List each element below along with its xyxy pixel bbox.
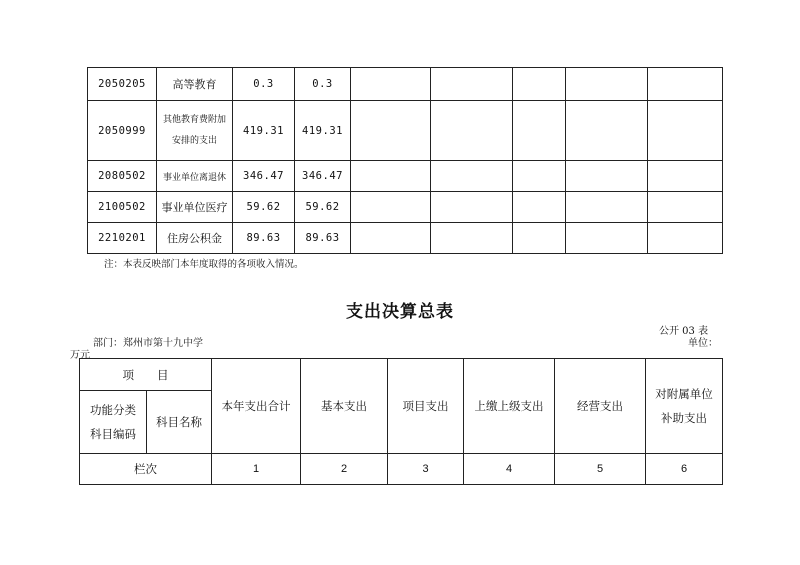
value-cell: 0.3 [233,68,295,101]
header-row [80,359,723,391]
column-header-text: 对附属单位补助支出 [655,387,713,425]
page-title: 支出决算总表 [346,302,454,322]
subject-code: 2050205 [88,68,157,101]
column-number: 2 [301,454,388,485]
subject-name: 事业单位离退休 [157,161,233,192]
column-number: 6 [646,454,723,485]
column-header: 本年支出合计 [212,359,301,454]
empty-cell [431,68,513,101]
department-label: 部门：郑州市第十九中学 [93,338,203,349]
column-header [646,359,723,454]
column-header: 基本支出 [301,359,388,454]
empty-cell [566,223,648,254]
empty-cell [566,192,648,223]
empty-cell [431,101,513,161]
function-class-header [80,391,147,454]
value-cell: 89.63 [295,223,351,254]
project-header: 项 目 [80,359,212,391]
subject-code: 2080502 [88,161,157,192]
column-number-row [80,454,723,485]
table-note: 注：本表反映部门本年度取得的各项收入情况。 [104,259,304,270]
empty-cell [648,101,723,161]
empty-cell [648,68,723,101]
empty-cell [566,101,648,161]
empty-cell [566,161,648,192]
empty-cell [431,223,513,254]
row-label: 栏次 [80,454,212,485]
value-cell: 419.31 [233,101,295,161]
value-cell: 419.31 [295,101,351,161]
subject-name-header: 科目名称 [147,391,212,454]
column-number: 3 [388,454,464,485]
unit-label: 单位： [688,338,718,349]
empty-cell [351,101,431,161]
empty-cell [351,192,431,223]
column-number: 5 [555,454,646,485]
empty-cell [513,68,566,101]
table-row [88,161,723,192]
empty-cell [431,161,513,192]
subject-code: 2050999 [88,101,157,161]
function-class-label: 功能分类 [90,403,136,417]
value-cell: 346.47 [295,161,351,192]
subject-name: 高等教育 [157,68,233,101]
empty-cell [566,68,648,101]
column-number: 1 [212,454,301,485]
subject-code: 2210201 [88,223,157,254]
table-row [88,192,723,223]
empty-cell [648,192,723,223]
subject-code: 2100502 [88,192,157,223]
column-header: 项目支出 [388,359,464,454]
value-cell: 0.3 [295,68,351,101]
subject-name: 事业单位医疗 [157,192,233,223]
empty-cell [648,161,723,192]
table-row [88,223,723,254]
empty-cell [351,223,431,254]
empty-cell [431,192,513,223]
empty-cell [513,101,566,161]
subject-name [157,101,233,161]
value-cell: 59.62 [233,192,295,223]
income-table-continued [87,67,723,254]
table-row [88,68,723,101]
subject-code-label: 科目编码 [90,427,136,441]
empty-cell [513,192,566,223]
empty-cell [351,161,431,192]
subject-name-text: 其他教育费附加安排的支出 [163,114,227,146]
empty-cell [351,68,431,101]
empty-cell [648,223,723,254]
empty-cell [513,161,566,192]
form-number: 公开 03 表 [659,326,709,337]
column-header: 上缴上级支出 [464,359,555,454]
empty-cell [513,223,566,254]
table-row [88,101,723,161]
value-cell: 59.62 [295,192,351,223]
column-header: 经营支出 [555,359,646,454]
subject-name: 住房公积金 [157,223,233,254]
value-cell: 346.47 [233,161,295,192]
expenditure-summary-table [79,358,723,485]
unit-value: 万元 [70,350,90,361]
column-number: 4 [464,454,555,485]
value-cell: 89.63 [233,223,295,254]
